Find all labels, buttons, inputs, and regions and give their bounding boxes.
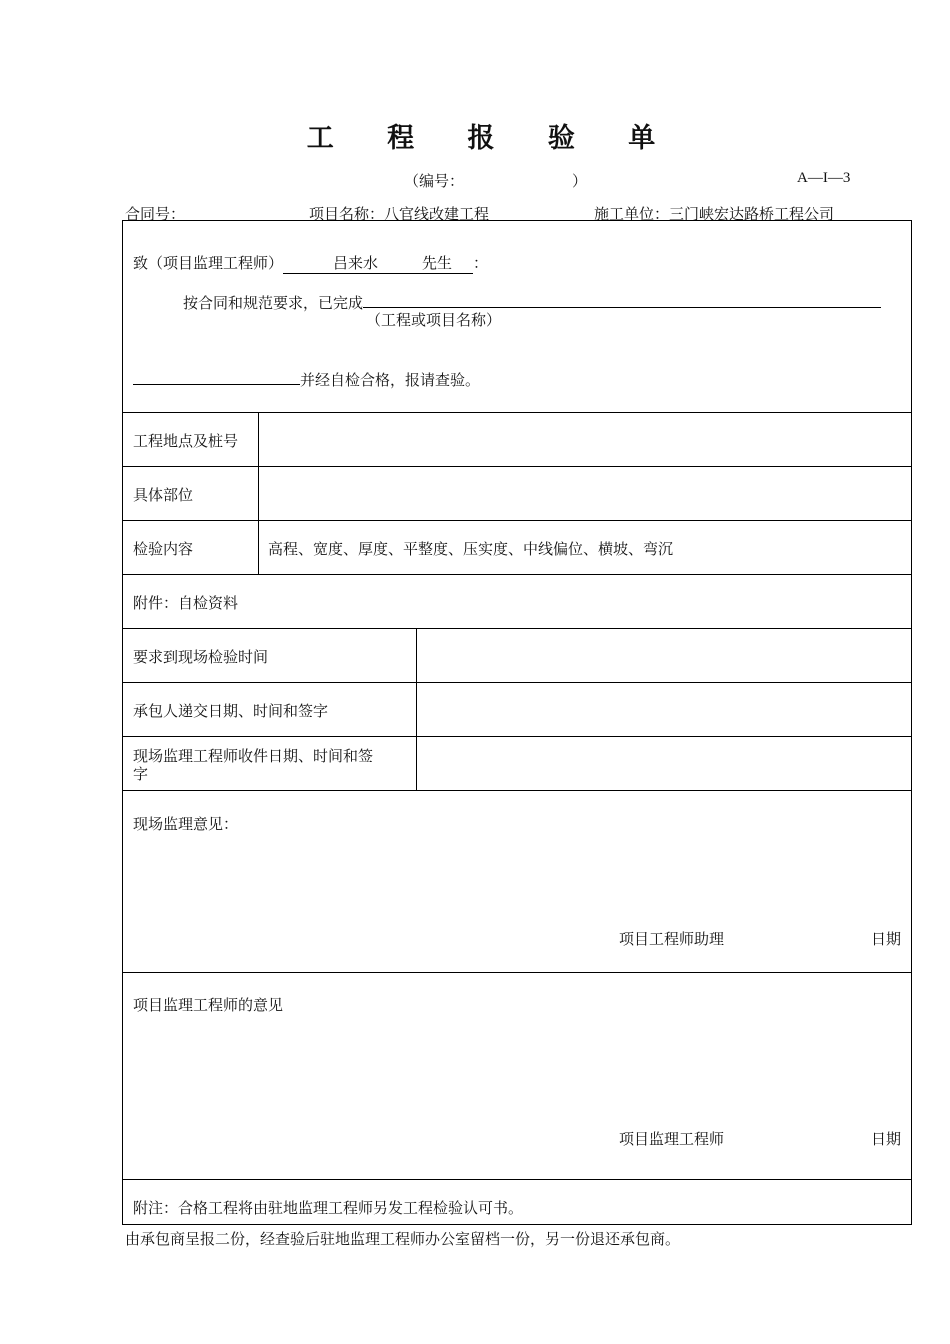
code-close: ） — [572, 172, 588, 190]
divider — [416, 737, 417, 791]
site-opinion-section — [123, 790, 911, 973]
date-label: 日期 — [871, 930, 902, 948]
self-check-line — [133, 367, 480, 390]
receive-value[interactable] — [426, 754, 896, 774]
remark-text: 附注：合格工程将由驻地监理工程师另发工程检验认可书。 — [133, 1199, 524, 1217]
self-check-blank-field[interactable] — [133, 367, 300, 385]
code-label: （编号： — [404, 172, 465, 190]
addressee-name: 吕来水 — [333, 254, 379, 272]
salutation-prefix: 致（项目监理工程师） — [133, 254, 284, 272]
form-number: A—I—3 — [797, 170, 851, 186]
attachment-text: 附件：自检资料 — [133, 594, 239, 612]
contractor-unit: 施工单位：三门峡宏达路桥工程公司 — [594, 205, 835, 223]
inspect-time-value[interactable] — [426, 646, 896, 666]
divider — [258, 467, 259, 521]
location-label: 工程地点及桩号 — [133, 432, 239, 450]
divider — [258, 413, 259, 467]
attachment-row — [123, 574, 911, 629]
project-blank-field[interactable] — [363, 290, 881, 308]
project-hint: （工程或项目名称） — [366, 311, 502, 329]
receive-label-line1: 现场监理工程师收件日期、时间和签 — [133, 747, 374, 765]
contract-label: 合同号： — [125, 205, 186, 223]
submit-row — [123, 682, 911, 737]
receive-row — [123, 736, 911, 791]
inspect-time-row — [123, 628, 911, 683]
assistant-label: 项目工程师助理 — [619, 930, 725, 948]
part-label: 具体部位 — [133, 486, 194, 504]
self-check-text: 并经自检合格，报请查验。 — [300, 371, 481, 389]
completed-text: 按合同和规范要求，已完成 — [183, 294, 364, 312]
receive-label-line2: 字 — [133, 765, 149, 783]
project-name: 项目名称：八官线改建工程 — [309, 205, 490, 223]
submit-value[interactable] — [426, 700, 896, 720]
addressee-title: 先生 — [422, 254, 453, 272]
engineer-label: 项目监理工程师 — [619, 1130, 725, 1148]
addressee-field[interactable] — [283, 252, 473, 274]
salutation-line — [133, 252, 488, 274]
code-line — [404, 170, 587, 191]
engineer-opinion-label: 项目监理工程师的意见 — [133, 996, 284, 1014]
submit-label: 承包人递交日期、时间和签字 — [133, 702, 329, 720]
inspect-time-label: 要求到现场检验时间 — [133, 648, 269, 666]
divider — [416, 629, 417, 683]
date-label: 日期 — [871, 1130, 902, 1148]
content-value[interactable]: 高程、宽度、厚度、平整度、压实度、中线偏位、横坡、弯沉 — [268, 540, 674, 558]
site-opinion-label: 现场监理意见： — [133, 815, 239, 833]
salutation-suffix: ： — [473, 254, 489, 272]
divider — [258, 521, 259, 575]
page-title: 工 程 报 验 单 — [306, 123, 678, 154]
remark-row — [123, 1179, 911, 1225]
content-row — [123, 520, 911, 575]
engineer-opinion-section — [123, 972, 911, 1180]
location-row — [123, 412, 911, 467]
report-form — [122, 220, 912, 1225]
part-row — [123, 466, 911, 521]
divider — [416, 683, 417, 737]
footnote: 由承包商呈报二份，经查验后驻地监理工程师办公室留档一份，另一份退还承包商。 — [125, 1230, 681, 1248]
completed-line — [183, 290, 881, 313]
content-label: 检验内容 — [133, 540, 194, 558]
